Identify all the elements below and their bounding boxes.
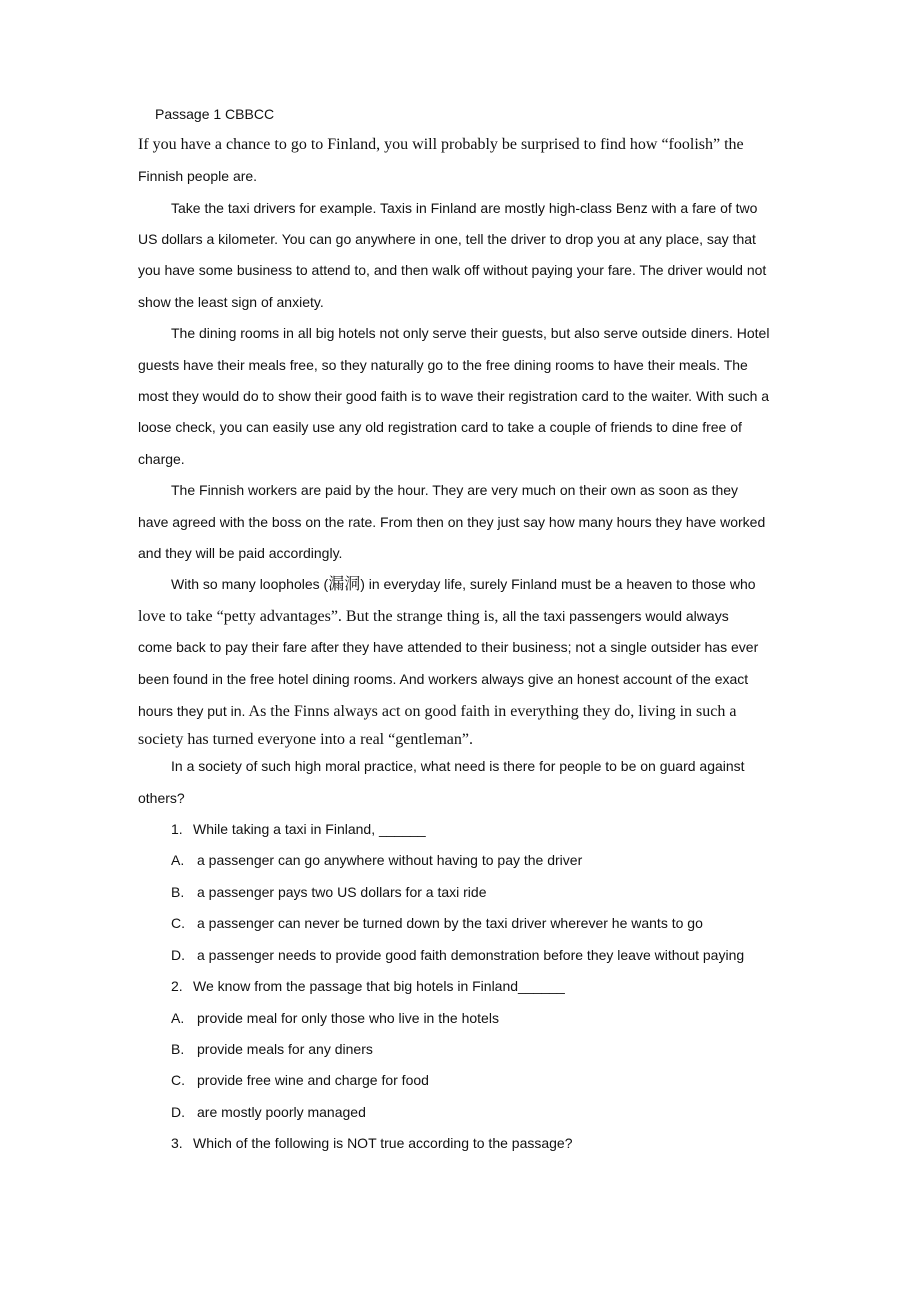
question-text: Which of the following is NOT true according to the passage?: [193, 1135, 573, 1151]
option-letter: D.: [171, 1104, 185, 1120]
answer-option[interactable]: [171, 851, 582, 869]
option-text: provide free wine and charge for food: [197, 1072, 429, 1088]
paragraph-line: The Finnish workers are paid by the hour. They are very much on their own as soon as they: [171, 482, 739, 498]
answer-option[interactable]: [171, 883, 486, 901]
option-letter: A.: [171, 1010, 185, 1026]
answer-option[interactable]: [171, 914, 703, 932]
answer-option[interactable]: [171, 946, 744, 964]
option-letter: D.: [171, 947, 185, 963]
question-number: 1.: [171, 821, 183, 837]
question-stem: [171, 1134, 573, 1152]
paragraph-line: Take the taxi drivers for example. Taxis in Finland are mostly high-class Benz with a fare of two: [171, 200, 758, 216]
option-text: a passenger needs to provide good faith demonstration before they leave without paying: [197, 947, 745, 963]
text-run: love to take “petty advantages”. But the strange thing is,: [138, 608, 499, 625]
option-letter: C.: [171, 1072, 185, 1088]
paragraph-line: most they would do to show their good faith is to wave their registration card to the waiter. With such a: [138, 388, 770, 404]
answer-option[interactable]: [171, 1071, 429, 1089]
question-stem: [171, 977, 565, 995]
option-letter: A.: [171, 852, 185, 868]
paragraph-line: Finnish people are.: [138, 168, 258, 184]
option-text: provide meals for any diners: [197, 1041, 373, 1057]
paragraph-line: come back to pay their fare after they have attended to their business; not a single outsider has ever: [138, 639, 759, 655]
option-text: a passenger can go anywhere without having to pay the driver: [197, 852, 583, 868]
answer-option[interactable]: [171, 1040, 373, 1058]
option-text: are mostly poorly managed: [197, 1104, 366, 1120]
answer-option[interactable]: [171, 1009, 499, 1027]
question-text: While taking a taxi in Finland, ______: [193, 821, 426, 837]
paragraph-line: In a society of such high moral practice, what need is there for people to be on guard against: [171, 758, 745, 774]
paragraph-line: [138, 702, 736, 721]
paragraph-line: others?: [138, 790, 185, 806]
option-text: a passenger pays two US dollars for a taxi ride: [197, 884, 487, 900]
text-run: society has turned everyone into a real “gentleman”.: [138, 731, 473, 748]
question-number: 2.: [171, 978, 183, 994]
question-stem: [171, 820, 426, 838]
paragraph-line: you have some business to attend to, and then walk off without paying your fare. The driver would not: [138, 262, 767, 278]
question-text: We know from the passage that big hotels in Finland______: [193, 978, 565, 994]
paragraph-line: guests have their meals free, so they naturally go to the free dining rooms to have their meals. The: [138, 357, 748, 373]
paragraph-line: [171, 575, 756, 594]
paragraph-line: show the least sign of anxiety.: [138, 294, 324, 310]
paragraph-line: [138, 135, 744, 154]
paragraph-line: US dollars a kilometer. You can go anywhere in one, tell the driver to drop you at any place, say that: [138, 231, 756, 247]
text-run: If you have a chance to go to Finland, you will probably be surprised to find how “foolish” the: [138, 136, 744, 153]
paragraph-line: have agreed with the boss on the rate. From then on they just say how many hours they have worked: [138, 514, 766, 530]
text-run: As the Finns always act on good faith in everything they do, living in such a: [245, 703, 737, 720]
paragraph-line: [138, 730, 473, 749]
text-run: all the taxi passengers would always: [498, 608, 729, 624]
paragraph-line: been found in the free hotel dining rooms. And workers always give an honest account of the exact: [138, 671, 749, 687]
text-run: ) in everyday life, surely Finland must be a heaven to those who: [360, 576, 756, 592]
text-run: hours they put in.: [138, 703, 246, 719]
option-letter: C.: [171, 915, 185, 931]
passage-title: Passage 1 CBBCC: [155, 106, 275, 122]
paragraph-line: charge.: [138, 451, 185, 467]
paragraph-line: [138, 607, 729, 626]
option-letter: B.: [171, 884, 185, 900]
text-run: With so many loopholes (: [171, 576, 329, 592]
paragraph-line: and they will be paid accordingly.: [138, 545, 343, 561]
text-run: 漏洞: [328, 576, 361, 593]
question-number: 3.: [171, 1135, 183, 1151]
answer-option[interactable]: [171, 1103, 366, 1121]
paragraph-line: loose check, you can easily use any old registration card to take a couple of friends to dine free of: [138, 419, 742, 435]
paragraph-line: The dining rooms in all big hotels not only serve their guests, but also serve outside diners. Hotel: [171, 325, 770, 341]
option-text: provide meal for only those who live in the hotels: [197, 1010, 499, 1026]
option-letter: B.: [171, 1041, 185, 1057]
option-text: a passenger can never be turned down by the taxi driver wherever he wants to go: [197, 915, 703, 931]
